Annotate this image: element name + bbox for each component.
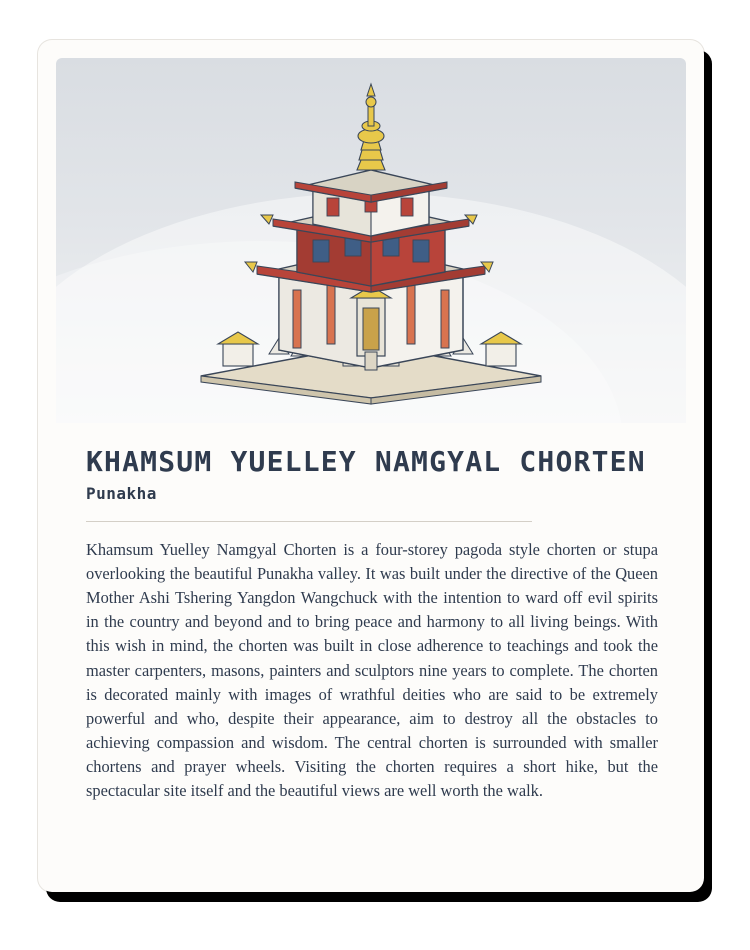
location-label: Punakha xyxy=(86,484,157,504)
divider xyxy=(86,521,532,522)
description-text: Khamsum Yuelley Namgyal Chorten is a four-storey pagoda style chorten or stupa overlooking the beautiful Punakha valley. It was built under the directive of the Queen Mother Ashi Tshering Yangdon Wangchuck with the intention to ward off evil spirits in the country and beyond and to bring peace and harmony to all living beings. With this wish in mind, the chorten was built in close adherence to teachings and took the master carpenters, masons, painters and sculptors nine years to complete. The chorten is decorated mainly with images of wrathful deities who are said to be extremely powerful and who, despite their appearance, aim to destroy all the obstacles to achieving compassion and wisdom. The central chorten is surrounded with smaller chortens and prayer wheels. Visiting the chorten requires a short hike, but the spectacular site itself and the beautiful views are well worth the walk. xyxy=(86,540,658,801)
illustration-panel xyxy=(56,58,686,423)
info-card xyxy=(38,40,704,892)
chorten-icon xyxy=(161,76,581,406)
text-content xyxy=(56,423,686,803)
card-inner xyxy=(56,58,686,892)
page-title: KHAMSUM YUELLEY NAMGYAL CHORTEN xyxy=(86,445,646,478)
